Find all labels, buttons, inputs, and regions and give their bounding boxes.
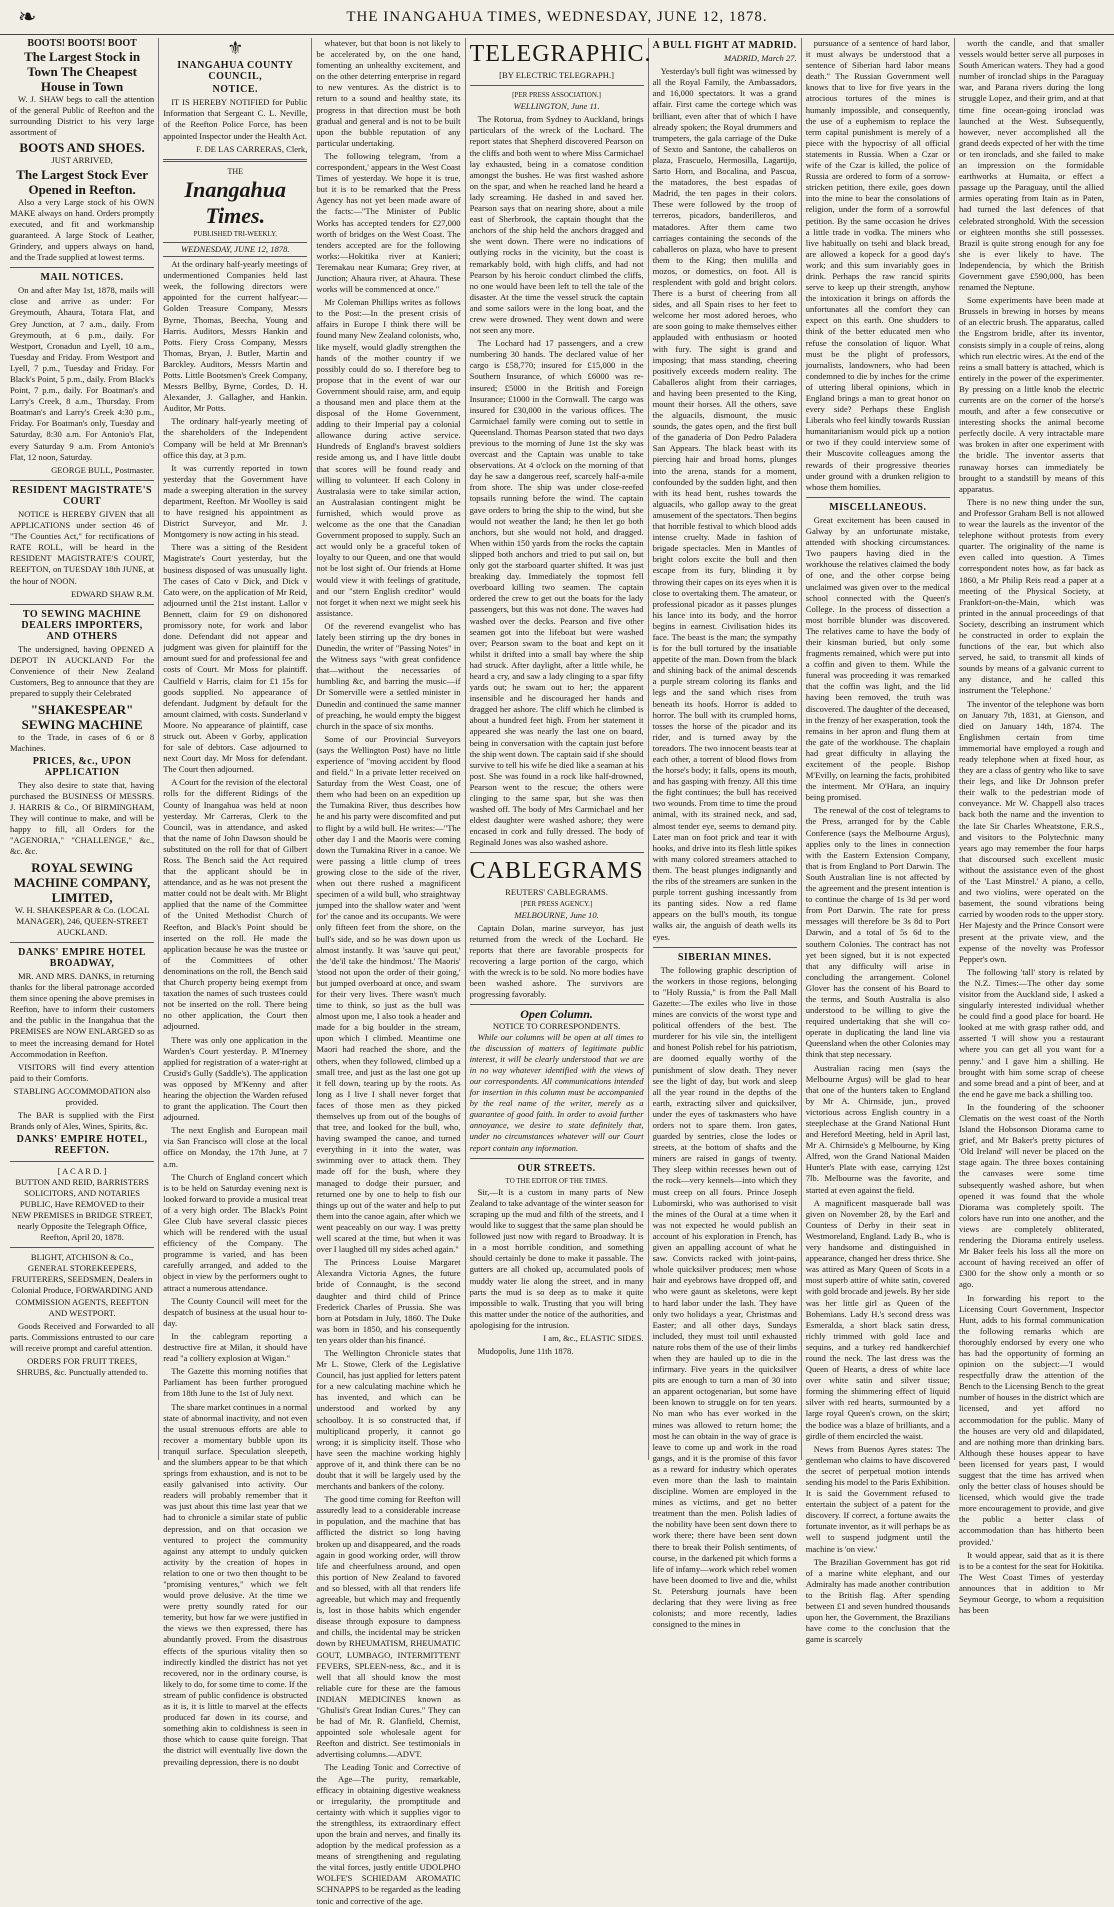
col7-p1: worth the candle, and that smaller vessels would better serve all purposes in South American waters. They had a good number of ironclad ships in the Paraguay war, and Parana rivers during the long struggle Lopez, and their grim, and at that time fine ocean-going ironclad was launched at the West. Subsequently, however, never accomplished all the grand deeds expected of her with the time or ten ironclads, and she failed to make an impression on the formidable earthworks at Humaita, or effect a passage up the Paraguay, until the allied armies operating from Itain as in Paten, had turned the last defences of that celebrated stronghold. With the secession or eighteen months she still possesses. Brazil is quite strong enough for any foe she is ever likely to have. The Independencia, by which the British Government gave £590,000, has been renamed the Neptune.: [958, 38, 1104, 293]
siberian-title: SIBERIAN MINES.: [677, 951, 772, 963]
stabling: STABLING ACCOMMODATION also provided.: [13, 1085, 151, 1108]
column-5: [649, 38, 802, 1630]
notice-title: NOTICE.: [212, 84, 258, 96]
boots-arrived: JUST ARRIVED,: [51, 155, 113, 166]
madrid-dateline: MADRID, March 27.: [724, 53, 797, 64]
telegraphic-title: TELEGRAPHIC.: [469, 41, 652, 67]
rm-title: RESIDENT MAGISTRATE'S COURT: [12, 484, 153, 507]
mail-sig: GEORGE BULL, Postmaster.: [51, 464, 155, 475]
col3-p2: The following telegram, 'from a correspondent,' appears in the West Coast Times of yesterday. We hope it is true, but it is to be remarked that the Press Agency has not yet been made aware of the facts:—"The Minister of Public Works has accepted tenders for £27,000 worth of bridges on the West Coast. The tenders accepted are for the following works:—Hokitika river at Kanieri; Teremakau near Kumara; Grey river, at Junction; Ahaura river, at Ahaura. These works will be commenced at once.": [316, 150, 461, 295]
sewing-title: TO SEWING MACHINE DEALERS IMPORTERS, AND OTHERS: [21, 608, 143, 642]
rm-body: NOTICE is HEREBY GIVEN that all APPLICATIONS under section 46 of "The Counties Act," for rectifications of RATE ROLL, will be heard in the RESIDENT MAGISTRATE'S COURT, REEFTON, on TUESDAY 18th JUNE, at the hour of NOON.: [10, 509, 155, 586]
col3-p5: Some of our Provincial Surveyors (says the Wellington Post) have no little experience of "moving accident by flood and field." In a private letter received on Saturday from the West Coast, one of them who had been on an expedition up the Tumakina River, thus describes how he and his party were discomfited and put to flight by a wild bull. He writes:—"The other day I and the Maoris were coming down the Tumakina River in a canoe. We were passing a little clump of trees growing close to the side of the river, when out there rushed a magnificent specimen of a wild bull, who straightway jumped into the shallow water and 'went for' the canoe and its occupants. We were only fifteen feet from the shore, on the bull's side, and so he was down upon us almost instantly. It was 'sauve qui peut,' the 'de'il take the hindmost.' The Maoris' 'stood not upon the order of their going,' but jumped overboard at once, and swam for their very lives. There wasn't much time to think, so just as the bull was almost upon me, I also took a header and made for a big boulder in the stream, upon which I climbed. Meantime one Maori had reached the shore, and the others, when they followed, climbed up a small tree, and just as the last one got up it fell down, tearing up by the roots. As long as I live I shall never forget that faces of those men as they picked themselves up from out of the boughs of that tree, and looked for the bull, who, having swamped the canoe, and turned everything in it into the water, was swimming over to attack them. They made off for the bush, where they managed to dodge their pursuer, and returned one by one to help to fish our things up out of the water and help to put them into the canoe again, after which we went peaceably on our way. I was pretty well scared at the time, but when it was over I laughed till my sides ached again.": [316, 733, 461, 1255]
column-1: [6, 38, 159, 1460]
corner-mark-icon: ❧: [18, 4, 38, 29]
notice-correspondents: NOTICE TO CORRESPONDENTS.: [492, 1020, 621, 1031]
melbourne-dateline: MELBOURNE, June 10.: [514, 909, 599, 920]
our-streets: OUR STREETS.: [517, 1162, 596, 1174]
col7-p3: There is no new thing under the sun, and Professor Graham Bell is not allowed to wear the laurels as the inventor of the telephone without protests from every quarter. The originality of the name is even called into question. A Times correspondent notes how, as far back as 1860, a Mr Philip Reis read a paper at a meeting of the Physical Society, at Frankfort-on-the-Main, which was printed in the annual proceedings of that Society, describing an instrument which he constructed in order to explain the functions of the ear, but which also served, he said, to transmit all kinds of sounds by means of a galvanic current to any distance, and he called this instrument the 'Telephone.': [958, 496, 1104, 696]
danks2: DANKS' EMPIRE HOTEL, REEFTON.: [16, 1134, 148, 1157]
column-6: [802, 38, 955, 1645]
issue-date: WEDNESDAY, JUNE 12, 1878.: [163, 242, 307, 257]
cablegrams-title: CABLEGRAMS: [469, 858, 644, 885]
col2-p11: The Gazette this morning notifies that Parliament has been further prorogued from 18th June to the 1st of July next.: [163, 1366, 308, 1399]
col4-p4: Sir,—It is a custom in many parts of New Zealand to take advantage of the winter season for scraping up the mud and filth of the streets, and I would like to suggest that the same plan should be followed just now with regard to Broadway. It is in a most horrible condition, and something should certainly be done to make it passable. The gutters are all choked up, accumulated pools of muddy water lie along the street, and in many parts the mud is so deep as to make it quite impossible to walk. Trusting that you will bring this matter under the notice of the authorities, and apologising for the intrusion.: [469, 1186, 644, 1330]
col2-p3: It was currently reported in town yesterday that the Government have made a sweeping alteration in the survey department, Reefton. Mr Woolley is said to have resigned his appointment as District Surveyor, and Mr. J. Montgomery is now acting in his stead.: [163, 462, 308, 540]
boots-big: BOOTS AND SHOES.: [19, 140, 145, 156]
royal-crest-icon: ⚜: [227, 38, 244, 58]
sewing-body2: to the Trade, in cases of 6 or 8 Machines.: [10, 731, 155, 753]
col2-p12: The share market continues in a normal state of abnormal inactivity, and not even the usual strenuous efforts are able to recover a momentary bubble upon its tranquil surface. Speculation sleepeth, and the slumbers appear to be that which springs from exhaustion, and is not to be easily galvanised into activity. Our readers will probably remember that it was just about this time last year that we had to chronicle a similar state of public depression, and on that occasion we ventured to project the community against any attempt to unduly quicken activity by the creation of hopes in relation to one or two then thought to be "promising ventures," which we felt would prove delusive. At the time we were pretty soundly rated for our temerity, but how far we were justified in the views we then expressed, there has abundantly proved. From the disastrous effects of the spurious vitality then so indirectly kindled the district has not yet recovered, nor in the ordinary course, is likely to do, for some time to come. If the stream of public confidence is obstructed as it is, it is little to marvel at the effects produced far down in its course, and something akin to coldishness is seen in those which to cause quite foreign. That the district will eventually live down the prevailing depression, there is no doubt: [163, 1401, 308, 1767]
boots-body: W. J. SHAW begs to call the attention of the general Public of Reefton and the surrounding District to his very large assortment of: [10, 94, 155, 138]
col7-p7: In forwarding his report to the Licensing Court Government, Inspector Hunt, adds to his formal communication the following remarks which are thoroughly endorsed by every one who has had the opportunity of forming an opinion on the subject:—'I would respectfully draw the attention of the Bench to the Licensing Bench to the great number of houses in the district which are licensed, and yet afford no accommodation for the public. Many of the houses are very old and dilapidated, and are nothing more than drinking bars. Although these houses appear to have been licensed for years past, I would suggest that the time has arrived when only the better class of houses should be licensed, which would give the trade more encouragement to provide, and give the public a better class of accommodation than has hitherto been provided.': [958, 1292, 1104, 1547]
notice-correspondents-body: While our columns will be open at all times to the discussion of matters of legitimate public interest, it will be clearly understood that we are in no way whatever identified with the views of our correspondents. All communications intended for insertion in this column must be accompanied by the real name of the writer, merely as a guarantee of good faith. In order to avoid further annoyance, we desire to state definitely that, under no circumstances whatever will our Court report contain any information.: [469, 1031, 644, 1153]
col6-p3: The renewal of the cost of telegrams to the Press, arranged for by the Cable Conference (says the Melbourne Argus), applies only to the lines in connection with the Eastern Extension Company, that is from England to Port Darwin. The South Australian line is not affected by the agreement and the present intention is to continue the charge of 1s 3d per word from Port Darwin. The rate for press messages will therefore be 3s 8d to Port Darwin, and a total of 5s 6d to the southern Colonies. The contract has not yet been signed, but it is not expected that any difficulty will arise in concluding the arrangement. Colonel Glover has the consent of his Board to the terms, and South Australia is also understood to be willing to give the required undertaking that she will co-operate in duplicating the land line via Queensland when the other Colonies may think that step necessary.: [805, 805, 950, 1060]
wellington-dateline: WELLINGTON, June 11.: [513, 101, 600, 112]
fruit: ORDERS FOR FRUIT TREES, SHRUBS, &c. Punctually attended to.: [16, 1356, 148, 1378]
col3-p9: The Leading Tonic and Corrective of the Age—The purity, remarkable, efficacy in obtaining digestive weakness or irregularity, the promptitude and certainty with which it supplies vigor to the strengthless, its extraordinary effect upon the brain and nerves, and finally its adoption by the medical profession as a means of strengthening and regulating the vital forces, justly entitle UDOLPHO WOLFE'S SCHIEDAM AROMATIC SCHNAPPS to be regarded as the leading tonic and corrective of the age.: [316, 1762, 461, 1906]
col3-p8: The good time coming for Reefton will assuredly lead to a considerable increase in population, and the machine that has afflicted the district so long having broken up and disappeared, and the roads again in good working order, will throw life and cheerfulness around, and open this portion of New Zealand to favored and so blessed, with all that renders life agreeable, but which may and frequently is, lost in those habits which engender disease through exposure to dampness and chills, the incidental may be stricken down by RHEUMATISM, RHEUMATIC GOUT, LUMBAGO, INTERMITTENT FEVERS, SPLEEN-ness, &c., and it is well that all should know the most reliable cure for these are the famous INDIAN MEDICINES known as "Ghulisi's Great Indian Cures." They can be had of Mr. R. Glanfield, Chemist, appointed sole wholesale agent for Reefton and district. See testimonials in advertising columns.—ADVT.: [316, 1494, 461, 1760]
col4-p2: The Lochard had 17 passengers, and a crew numbering 30 hands. The declared value of her cargo is £58,770; insured for £15,000 in the Southern Insurance, of which £6000 was re-insured; £5000 in the British and Foreign Insurance; £1000 in the Cornwall. The cargo was insured for £30,000 in the various offices. The Carmichael family were coming out to settle in Queensland. Thomas Pearson stated that two days previous to the morning of June 1st the sky was overcast and the Captain was unable to take observations. At 4 o'clock on the morning of that day he saw a dangerous reef, scarcely half-a-mile from shore. The ship was under close-reefed topsails running before the wind. The captain gave orders to bring the ship to the wind, but she would not weather the land; he then let go both anchors, but she would not hold, and dragged. When within 150 yards from the rocks the captain slipped both anchors and tried to put sail on, but only got the starboard quarter shifted. It was just breaking day. Immediately the topmost fell overboard killing two seamen. The captain ordered the crew to get out the boats for the lady passengers, but this was not done. The waves had washed over the decks. Pearson and five other seamen got into the lifeboat but were washed over; Pearson swam to the boat and kept on it whilst it drifted into a small bay where the ship had struck. After daylight, after a little while, he heard a cry, and saw a lady clinging to a spar fifty yards out; he swam out to her; the apparent insensible and he discouraged her hands and dragged her ashore. The cliff which he climbed is about a hundred feet high. From her statement it appeared she was nearly the last one on board, being in conversation with the captain just before the ship went down. The captain said if she should survive to tell his wife he died like a seaman at his post. She was found in a rock like half-drowned, Pearson went to the rescue; the others were clinging to the same spar, but she was then washed off. The body of Mrs Carmichael and her eldest daughter were washed ashore; they were encased in cork and fully dressed. The body of Reginald Jones was also washed ashore.: [469, 338, 644, 848]
rm-sig: EDWARD SHAW R.M.: [71, 588, 155, 599]
col6-p5: A magnificent masquerade ball was given on November 28, by the Earl and Countess of Derby in their seat in Westmoreland, England. Lady B., who is very handsome and distinguished in appearance, changed her dress thrice. She was attired as Mary Queen of Scots in a most superb attire of white satin, covered with gold brocade and jewels. By her side was her little girl as Queen of the Bohemians. Lady H.'s second dress was Esmeralda, a short black satin dress, richly trimmed with gold lace and sequins, and a turkey red handkerchief round the neck. The last dress was the Queen of Hearts, a dress of white lace over white satin and silver tissue; forming the shimmering effect of liquid silver with red hearts, surmounted by a large royal Queen's crown, on the skirt; the bodice was a blaze of brilliants, and a girdle of them encircled the waist.: [805, 1197, 950, 1441]
masthead: [0, 0, 1114, 35]
mail-body: On and after May 1st, 1878, mails will close and arrive as under: For Greymouth, Ahaura, Totara Flat, and Grey Junction, at 7 a.m., daily. From Greymouth, at 6 p.m., daily. For Westport, Cronadun and Lyell, 10 a.m., Tuesday and Friday. From Westport and Lyell, 7 p.m., Tuesday and Friday. For Black's Point, 5 p.m., daily. From Black's Point, 7 p.m., daily. For Boatman's and Larry's Creek, 8 a.m., Thursday. From Boatman's and Larry's Creek 4:30 p.m., Friday. For Boatman's only, Tuesday and Saturday, 8:30 a.m. For Antonio's Flat, every Saturday 9 a.m. From Antonio's Flat, 12 noon, Saturday.: [10, 285, 155, 462]
boots-header: BOOTS! BOOTS! BOOT: [27, 38, 137, 49]
paper-title: Inangahua Times.: [184, 176, 287, 228]
col2-p5: A Court for the revision of the electoral rolls for the different Ridings of the County of Inangahua was held at noon yesterday. Mr Carreras, Clerk to the Council, was in attendance, and asked that the name of John Dawson should be substituted on the roll for that of Gilbert Ross. The Bench said the Act required that the applicant should be in attendance, and as he was not present the matter could not be dealt with. Mr Blight applied that the name of the Committee of the United Methodist Church of Reefton, and Black's Point should be inserted on the roll. He made the application because he was the trustee or of the Committees of other denominations on the roll, the Bench said that Church property being exempt from taxation the names of such trustees could not be inserted on the roll. There being no other application, the Court then adjourned.: [163, 777, 308, 1032]
misc-title: MISCELLANEOUS.: [829, 501, 927, 513]
col3-p4: Of the reverend evangelist who has lately been stirring up the dry bones in Dunedin, the writer of "Passing Notes" in the Witness says "with great confidence that—without the necessaries of humbling &c, and barring the music—if Dr Somerville were a settled minister in Dunedin and continued the same manner of preaching, he would empty the biggest church in the space of six months.: [316, 620, 461, 731]
col5-p2: The following graphic description of the workers in those regions, belonging to "Holy Russia," is from the Pall Mall Gazette:—The exiles who live in those mines are convicts of the worst type and political offenders of the best. The murderer for his vile sin, the intelligent and honest Polish rebel for his patriotism, are doomed equally worthy of the punishment of slow death. They never see the light of day, but work and sleep all the year round in the depths of the earth, extracting silver and quicksilver, under the eyes of taskmasters who have orders not to spare them. Iron gates, guarded by sentries, close the lodes or streets, at the bottom of shafts and the miners are raised in gangs of twenty. They sleep within recesses hewn out of the rock—very kennels—into which they must creep on all fours. Prince Joseph Lubomirski, who was authorised to visit the mines of the Oural at a time when it was not expected he would publish an account of his exploration in French, has given an appalling account of what he saw. Convicts racked with joint-pains, whole quicksilver produces; men whose hair and eyebrows have dropped off, and who were gaunt as skeletons, were kept to hard labor under the lash. They have only two holidays a year, Christmas and Easter; and all other days, Sundays included, they must toil until exhausted nature robs them of the use of their limbs when they are hauled up to die in the infirmary. Five years in the quicksilver pits are enough to turn a man of 30 into an apparent octogenarian, but some have been known to struggle on for ten years. No man who has ever worked in the mines was allowed to return home; the most he can obtain in the way of grace is leave to come up and work in the road gangs, and it is the promise of this favor as a reward for industry which operates even more than the lash to maintain discipline. Women are employed in the mines as victims, and get no better treatment than the men. Polish ladies of the nobility have been sent down there to work there; there have been sent down there to break their Polish sentiments, of course, in the darkened pit which forms a life of infamy—work which rebel women have been doomed to live and die, whilst St. Petersburg journals have been declaring that they were living as free colonists; and more recently, ladies consigned to the mines in: [652, 964, 797, 1630]
col7-p8: It would appear, said that as it is there is to be a contest for the seat for Hokitika. The West Coast Times of yesterday announces that in addition to Mr Seymour George, to whom a requisition has been: [958, 1549, 1104, 1616]
boots-title: The Largest Stock in Town The Cheapest House in Town: [24, 49, 141, 95]
to-editor: TO THE EDITOR OF THE TIMES.: [505, 1176, 608, 1185]
col2-p10: In the cablegram reporting a destructive fire at Milan, it should have read "a colliery explosion at Wigan.": [163, 1330, 308, 1364]
column-2: [159, 38, 312, 1767]
col2-p9: The County Council will meet for the despatch of business at the usual hour to-day.: [163, 1295, 308, 1328]
card: [ A C A R D. ]: [57, 1165, 107, 1176]
mail-title: MAIL NOTICES.: [40, 272, 124, 284]
col6-p1: pursuance of a sentence of hard labor, it must always be understood that a sentence of Siberian hard labor means death." The Russian Government well knows that to live for five years in the atrocious tortures of the mines is humanly impossible, and consequently, the use of a euphemism to replace the term capital punishment is merely of a piece with the hypocrisy of all official statements in Russia. When a Czar or wife of the Czar is killed, the police of Russia are ordered to form of a sorrow-stricken petition, there exile, goes down into the mine to bear the consolations of religion, under the form of a sorrowful petition. By the same occasion he drives a little trade in vodka. The miners who live habitually on tsehi and black bread, are allowed a kopeck for a good day's work; and this sum invariably goes in drink. Perhaps the raw rancid spirits serve to keep up their strength, anyhow the intoxication it brings on affords the unfortunates all the comfort they can expect on this earth. One shudders to think of the better educated men who refuse the consolation of liquor. What must be the plight of professors, journalists, landowners, who had been condemned to die by inches for the crime of uttering liberal opinions, which in England brings a man to great honor on every side? Perhaps these English Liberals who feel kindly towards Russian humanitarianism would pick up a notion or two if they could interview some of their Muscovite colleagues among the rewards of their progressive theories under ground with a drunken religion to whose them homilies.: [805, 38, 950, 492]
blight: BLIGHT, ATCHISON & Co., GENERAL STOREKEEPERS, FRUITERERS, SEEDSMEN, Dealers in Colonial Produce, FORWARDING AND COMMISSION AGENTS, REEFTON AND WESTPORT.: [11, 1252, 153, 1318]
sewing-body: The undersigned, having OPENED A DEPOT IN AUCKLAND For the Convenience of their New Zealand Customers, Beg to announce that they are prepared to supply their Celebrated: [10, 644, 155, 699]
sewing-body3: They also desire to state that, having purchased the BUSINESS Of MESSRS. J. HARRIS & Co., Of BIRMINGHAM, They will continue to make, and will be happy to fill, all Orders for the "AGENORIA," "CHALLENGE," &c., &c. &c.: [10, 779, 155, 857]
danks-body2: VISITORS will find every attention paid to their Comforts.: [10, 1061, 155, 1083]
button-reid: BUTTON AND REID, BARRISTERS SOLICITORS, AND NOTARIES PUBLIC, Have REMOVED to their NEW PREMISES in BRIDGE STREET, nearly Opposite the Telegraph Office, Reefton, April 20, 1878.: [11, 1176, 153, 1243]
danks-title: DANKS' EMPIRE HOTEL BROADWAY,: [18, 946, 147, 969]
press-agency: [PER PRESS AGENCY.]: [520, 899, 593, 908]
royal-title: ROYAL SEWING MACHINE COMPANY, LIMITED,: [13, 859, 151, 905]
letter-sig: I am, &c., ELASTIC SIDES.: [543, 1333, 644, 1344]
col6-p2: Great excitement has been caused in Galway by an unfortunate mistake, attended with shocking circumstances. Two paupers having died in the workhouse the relatives claimed the body of one, and the other corpse being unclaimed was given over to the medical school connected with the Queen's College. In the process of dissection a most horrible blunder was discovered. The relatives came to have the body of their kinsman buried, but only some fragments remained, which were put into a coffin and given to them. While the funeral was proceeding it was remarked that the coffin was light, and the lid having been removed, the truth was discovered. The daughter of the deceased, in the frenzy of her exasperation, took the remains in her apron and flung them at the gate of the workhouse. The chaplain had great difficulty in allaying the excitement of the people. Bishop M'Evilly, on learning the facts, prohibited the interment. Mr O'Hara, an inquiry being promised.: [805, 514, 950, 803]
bull-title: A BULL FIGHT AT MADRID.: [652, 40, 797, 51]
col3-p7: The Wellington Chronicle states that Mr L. Stowe, Clerk of the Legislative Council, has just applied for letters patent for a new calculating machine which he has invented, and which can be understood and worked by any schoolboy. It is so constructed that, if multiplicand properly, it cannot go wrong; it is simplicity itself. Those who have seen the machine working highly approve of it, and think there can be no doubt that it will be largely used by the merchants and bankers of the colony.: [316, 1347, 461, 1492]
col6-p7: The Brazilian Government has got rid of a marine white elephant, and our Admiralty has made another contribution to the British flag. After spending between £1 and seven hundred thousands upon her, the Government, the Brazilians have come to the conclusion that the game is scarcely: [805, 1556, 950, 1645]
paper-the: THE: [227, 166, 244, 176]
notice-body: IT IS HEREBY NOTIFIED for Public Information that Sergeant C. L. Neville, of the Reefton Police Force, has been appointed Inspector under the Health Act.: [163, 97, 308, 141]
col3-p1: whatever, but that boon is not likely to be accelerated by, on the one hand, fomenting an unhealthy excitement, and on the other deterring enterprise in regard to new ventures. As the district is to return to a sound and healthy state, its progress in that direction must be both gradual and general and is not to be built upon the bubble reputation of any particular undertaking.: [316, 38, 461, 148]
column-4: [466, 38, 652, 1460]
notice-sig: F. DE LAS CARRERAS, Clerk,: [196, 143, 308, 154]
letter-date: Mudopolis, June 11th 1878.: [477, 1346, 574, 1357]
col2-p8: The Church of England concert which is to be held on Saturday evening next is looked forward to provide a musical treat of a very high order. The Black's Point Glee Club have several classic pieces which will be rendered with the usual efficiency of the Company. The programme is varied, and has been carefully arranged, and added to the object in view by the performers ought to attract a numerous attendance.: [163, 1171, 308, 1293]
danks-body: MR. AND MRS. DANKS, in returning thanks for the liberal patronage accorded them since opening the above premises in Reefton, have to inform their customers and the public in the Inangahua that the PREMISES are NOW ENLARGED so as to meet the increasing demand for Hotel Accommodation in Reefton.: [10, 971, 155, 1059]
sewing-big: "SHAKESPEAR" SEWING MACHINE: [21, 701, 143, 732]
boots-stock: The Largest Stock Ever Opened in Reefton.: [16, 166, 148, 197]
open-column: Open Column.: [520, 1007, 593, 1022]
col6-p4: Australian racing men (says the Melbourne Argus) will be glad to hear that one of the hunters taken to England by Mr A. Chirnside, jun., proved victorious across English country in a steeplechase at the Grand National Hunt and Hereford Meeting, held in April last, Mr A. Chirnside's g Melbourne, by King Alfred, won the Grand National Maiden Hunter's Plate with ease, carrying 12st 7lb. Melbourne was the favorite, and started at even against the field.: [805, 1062, 950, 1195]
newspaper-columns: [6, 38, 1108, 1906]
reuters-title: REUTERS' CABLEGRAMS.: [505, 887, 608, 898]
col2-p2: The ordinary half-yearly meeting of the shareholders of the Independent Company will be held at Mr Brennan's office this day, at 3 p.m.: [163, 416, 308, 460]
press-assoc: [PER PRESS ASSOCIATION.]: [512, 91, 601, 100]
col6-p6: News from Buenos Ayres states: The gentleman who claims to have discovered the secret of perpetual motion intends sending his model to the Paris Exhibition. It is said the Government refused to entertain the subject of a patent for the discovery. If correct, a fortune awaits the fortunate inventor, as it will perhaps be as well to suspend judgment until the machine is 'on view.': [805, 1443, 950, 1554]
col7-p6: In the foundering of the schooner Clematis on the west coast of the North Island the Hobsonson Diorama came to grief, and Mr Baker's pretty pictures of 'Old Ireland' will never be placed on the stage again. The three boxes containing the canvases were some time subsequently washed ashore, but when opened it was found that the whole Diorama was completely spoilt. The colors have run into one another, and the views are completely obliterated, rendering the Diorama entirely useless. Mr Baker feels his loss all the more on account of having received an offer of £300 for the show only a month or so ago.: [958, 1101, 1104, 1290]
col5-p1: Yesterday's bull fight was witnessed by all the Royal Family, the Ambassadors, and 16,000 spectators. It was a grand affair. First came the cortege which was brilliant, even after that of which I have already spoken; the Royal drummers and trumpeters, the gala carriage of the Duke of Sexto and Santone, the caballeros on plaza, Frascuelo, Hermosilla, Lagartijo, Sarto Horn, and Bocalina, and Pascua, the matadores, the best espadas of Madrid, the ten pages in their colors. These were followed by the troop of terreros, picadors, banderilleros, and matadores. After them came two carriages containing the seconds of the caballeros on plaza, who have to present them to the King; then mulilla and mozos, or domestics, on foot. All is resplendent with gold and bright colors. There is a burst of cheering from all sides, and all Spain rises to her feet to welcome her most adored heroes, who are soon going to make themselves either applauded with enthusiasm or hooted with fury. The sight is grand and imposing; that mass standing, cheering positively exceeds modern reality. The Caballeros alight from their carriages, and having been presented to the King, mount their horses. All the others, save the alguacils, dismount, the music sounds, the gates open, and the first bull of the ganaderia of Don Pedro Paladera San Appears. The black beast with its piercing hair and broad horns, plunges into the arena, stands for a moment, confounded by the sudden light, and then with its head bent, rushes towards the alguacils, who gallop away to the great amusement of the spectators. Then begins that horrible festival to which blood adds intense cruelty. Made in fashion of brigade spectacles. Men in Mantles of bright colors excite the bull and then escape from its fury, blinding it by throwing their capes on its eyes when it is close to overtaking them. The amateur, or professional picador as it passes plunges his lance into its body, and the horror begins in earnest. Civilisation hides its face. The beast is the man; the sympathy is for the bull tortured by the insatiable appetite of the man. Down from the black and shining back of the animal descends a purple stream coloring its flanks and legs and the sand which rises from beneath its hoofs. Horror is added to horror. The bull with its crumpled horns, tosses the horse of the picador and its rider, and is turned away by the toreadors. The two innocent beasts tear at each other, a torrent of blood flows from the horse's body; it falls, opens its mouth, and has gasping with frenzy. All this time the fight continues; the bull has received two wounds. From time to time the proud animal, with its strained neck, and sad, almost tender eye, seems to demand pity. Later man on foot prick and tear it with hooks, and drive into its flesh little spikes with many colored streamers attached to them. The beast plunges indignantly and the ribs of the streamers are sunken in the purple torrent gushing incessantly from its panting sides. Now a red flame appears on the bull's mouth, its tongue walks air, the anguish of death wells its eyes.: [652, 66, 797, 942]
bar: The BAR is supplied with the First Brands only of Ales, Wines, Spirits, &c.: [10, 1110, 155, 1132]
by-electric-telegraph: [BY ELECTRIC TELEGRAPH.]: [499, 70, 614, 80]
col7-p2: Some experiments have been made at Brussels in brewing in horses by means of an electric brush. The apparatus, called the Engstrom bridle, after its inventor, consists simply in a couple of reins, along which run electric wires. At the end of the reins a small battery is attached, which is entirely in the power of the experimenter. By pressing on a little knob the electric currents are on the corner of the horse's mouth, and after a few consecutive or interesting shocks the animal become perfectly docile. A very intractable mare was broken in after one experiment with the bridle. The inventor asserts that runaway horses can immediately be brought to a standstill by means of this apparatus.: [958, 295, 1104, 494]
col3-p6: The Princess Louise Margaret Alexandra Victoria Agnes, the future bride of Connaught, is the second daughter and third child of Prince Frederick Charles of Prussia. She was born at Potsdam in July, 1860. The Duke was born in 1850, and his consequently ten years older than his financé.: [316, 1257, 461, 1345]
col7-p5: The following 'tall' story is related by the N.Z. Times:—The other day some visitor from the Auckland side, I asked a singularly interested individual whether he could find a good place for board. He looked at me with grasp rather odd, and asserted 'I will show you a restaurant where you can get all you want for a penny.' and I gave him a shilling. He brought with him some scrap of cheese and some bread and a pint of beer, and at the end he gave me back a shilling too.: [958, 966, 1104, 1099]
column-7: [955, 38, 1108, 1616]
col7-p4: The inventor of the telephone was born on January 7th, 1831, at Gienson, and died on January 14th, 1874. The Englishmen certain from time immemorial have employed a rough and ready telephone when at fixed hour, as they are a class of gentry who like to save their legs, and like Dr Johnson prefer their walk to the pedestrian mode of conveyance. Mr W. Chappell also traces back both the name and the invention to the late Sir Charles Wheatstone, F.R.S., and visitors to the Polytechnic many years ago may remember the four harps that discoursed such excellent music without the assistance even of the ghost of the 'Last Minstrel.' A piano, a cello, and two violins, were operated on the basement, the sound vibrations being carried by wooden rods to the upper story. Her Majesty and the Prince Consort were present at the private view, and the expense of the novelty was Professor Pepper's own.: [958, 698, 1104, 964]
published: PUBLISHED TRI-WEEKLY.: [193, 229, 277, 238]
col4-p1: The Rotorua, from Sydney to Auckland, brings particulars of the wreck of the Lochard. The report states that Shepherd discovered Pearson on the cliffs and both went to where Miss Carmichael lay exhausted, being in a comatose condition amongst the bushes. He was first washed ashore on the spar, and when he reached land he heard a lady screaming. He dashed in and saved her. Pearson says that on nearing shore, about a mile east of Sherbrook, the captain thought that the anchors of the ship held the anchors dragged and she went down. There were no indications of outlying rocks in the vicinity, but the coast is remarkably bold, with high cliffs, and had not Pearson by his heroic conduct climbed the cliffs, no one would have been left to tell the tale of the disaster. At the time the vessel struck the captain and some sailors were in the long boat, and the crew were drowned. They went down and were not seen any more.: [469, 114, 644, 336]
council-title: INANGAHUA COUNTY COUNCIL,: [177, 60, 294, 83]
boots-note: Also a very Large stock of his OWN MAKE always on hand. Orders promptly executed, and fit and workmanship guaranteed. A large Stock of Leather, Grindery, and uppers always on hand, and the Trade supplied at lowest terms.: [10, 196, 155, 263]
col2-p7: The next English and European mail via San Francisco will close at the local office on Monday, the 17th June, at 7 a.m.: [163, 1125, 308, 1169]
col2-p6: There was only one application in the Warden's Court yesterday. P. M'Inerney applied for registration of a water-right at Crusid's Gully (Saddle's). The application was opposed by M'Kenny and after hearing the objection the Warden refused to grant the application. The Court then adjourned.: [163, 1034, 308, 1123]
col2-p4: There was a sitting of the Resident Magistrate's Court yesterday, but the business disposed of was unusually light. The cases of Cato v Dick, and Dick v Cato were, on the application of Mr Reid, adjourned until the 21st instant. Lallor v Bennett, claim for £9 on dishonored promissory note, for work and labor done. Defendant did not appear and judgment was given for plaintiff for the amount sued for and professional fee and costs of Court. Mr Moss for plaintiff. Caulfield v Harris, claim for £1 15s for goods supplied. No appearance of defendant. Judgment by default for the amount claimed, with costs. Sunderland v Moore. No appearance of plaintiff, case struck out. Abeen v Gorby, application for sale of debtors. Case adjourned to next Court day. Mr Moss for defendant. The Court then adjourned.: [163, 542, 308, 775]
masthead-title: THE INANGAHUA TIMES, WEDNESDAY, JUNE 12, 1878.: [346, 8, 768, 25]
col3-p3: Mr Coleman Phillips writes as follows to the Post:—In the present crisis of affairs in Europe I think there will be found many New Zealand colonists, who, like myself, would gladly strengthen the hands of the mother country if we possibly could do so. I therefore beg to propose that in the event of war our Government should raise, arm, and equip a thousand men and place them at the disposal of the Home Government, adding to their Imperial pay a colonial allowance during active service. Hundreds of England's bravest soldiers reside among us, and I have little doubt that scores will be found ready and willing to volunteer. If each Colony in Australasia were to take similar action, an Australasian contingent might be furnished, which would prove as welcome as the one that the Canadian Government proposed to supply. Such an act would only be a graceful token of loyalty to our Queen, and one that would not be lost sight of. Our friends at Home would view it with feelings of gratitude, and our "stern English creditor" would not forget it when next we might seek his assistance.: [316, 297, 461, 618]
royal-addr: W. H. SHAKESPEAR & Co. (LOCAL MANAGER), 246, QUEEN-STREET AUCKLAND.: [14, 904, 150, 937]
col2-p1: At the ordinary half-yearly meetings of undermentioned Companies held last week, the following directors were appointed for the current halfyear:—Golden Treasure Company, Messrs Byrne, Thomas, Beecha, Young and Harris. Auditors, Messrs Hankin and Potts. Fiery Cross Company, Messrs Thomas, Bryan, J. Butler, Martin and Barckley. Auditors, Messrs Martin and Potts. Little Bootsmen's Creek Company, Messrs Bellby, Byrne, Cordes, D. H. Alexander, J. Gallagher, and Hankin. Auditor, Mr Potts.: [163, 259, 308, 414]
sewing-prices: PRICES, &c., UPON APPLICATION: [32, 755, 132, 778]
col4-p3: Captain Dolan, marine surveyor, has just returned from the wreck of the Lochard. He reports that there are favorable prospects for recovering a large portion of the cargo, which with the wreck is to be sold. No more bodies have been washed ashore. The survivors are progressing favorably.: [469, 922, 644, 1000]
blight-note: Goods Received and Forwarded to all parts. Commissions entrusted to our care will receive prompt and careful attention.: [10, 1320, 155, 1353]
column-3: [312, 38, 465, 1906]
